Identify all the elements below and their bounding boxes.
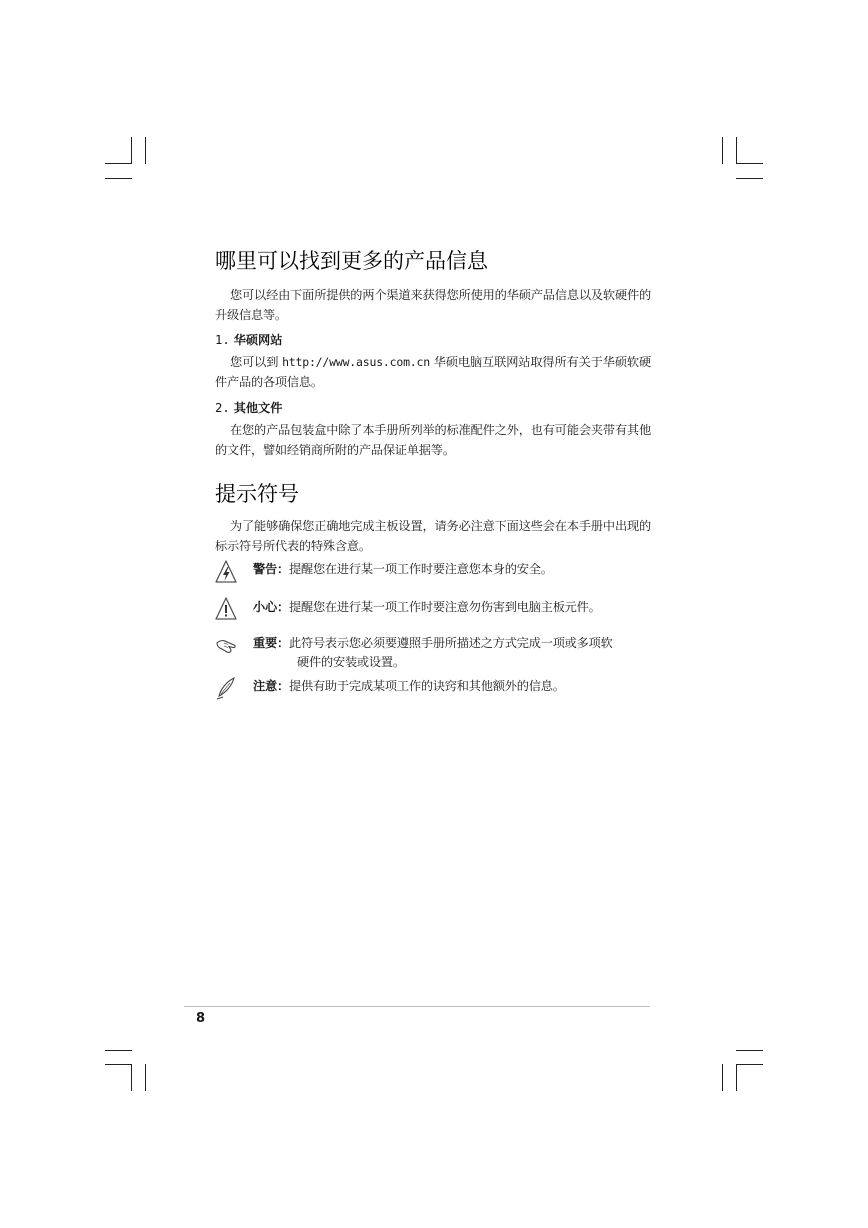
note-pen-icon: [215, 676, 237, 700]
note-text: 此符号表示您必须要遵照手册所描述之方式完成一项或多项软: [288, 636, 613, 650]
crop-mark: [131, 1064, 132, 1091]
item-number: 2.: [215, 401, 230, 415]
section-title-symbols: 提示符号: [215, 482, 299, 506]
note-label: 警告：: [253, 562, 289, 576]
item-text-asus-website: [215, 353, 651, 392]
website-link[interactable]: http://www.asus.com.cn: [282, 355, 430, 369]
item-title-asus-website: [215, 331, 282, 349]
caution-exclamation-icon: [215, 597, 237, 621]
crop-mark: [145, 137, 146, 164]
note-label: 小心：: [253, 600, 289, 614]
page-number: 8: [196, 1011, 206, 1026]
crop-mark: [105, 178, 132, 179]
crop-mark: [722, 137, 723, 164]
item-title-other-docs: [215, 399, 282, 417]
crop-mark: [105, 1064, 132, 1065]
item-number: 1.: [215, 333, 230, 347]
crop-mark: [736, 137, 737, 164]
crop-mark: [105, 1050, 132, 1051]
item-title: 华硕网站: [233, 333, 283, 347]
note-text: 提供有助于完成某项工作的诀窍和其他额外的信息。: [288, 679, 565, 693]
warning-lightning-icon: [215, 560, 237, 584]
important-hand-icon: [215, 634, 237, 658]
crop-mark: [145, 1064, 146, 1091]
note-text: 提醒您在进行某一项工作时要注意勿伤害到电脑主板元件。: [288, 600, 601, 614]
crop-mark: [722, 1064, 723, 1091]
section-intro: 您可以经由下面所提供的两个渠道来获得您所使用的华硕产品信息以及软硬件的升级信息等。: [215, 288, 651, 322]
note-text: 提醒您在进行某一项工作时要注意您本身的安全。: [288, 562, 553, 576]
crop-mark: [131, 137, 132, 164]
note-text-continued: 硬件的安装或设置。: [297, 655, 405, 669]
crop-mark: [736, 1050, 763, 1051]
item-title: 其他文件: [233, 401, 283, 415]
crop-mark: [736, 163, 763, 164]
note-label: 注意：: [253, 679, 289, 693]
crop-mark: [736, 1064, 763, 1065]
crop-mark: [105, 163, 132, 164]
item-text-other-docs: 在您的产品包装盒中除了本手册所列举的标准配件之外，也有可能会夹带有其他的文件，譬如经销商所附的产品保证单据等。: [215, 423, 651, 457]
section-intro: 为了能够确保您正确地完成主板设置，请务必注意下面这些会在本手册中出现的标示符号所代表的特殊含意。: [215, 519, 651, 553]
crop-mark: [736, 178, 763, 179]
section-title-more-info: 哪里可以找到更多的产品信息: [215, 249, 488, 273]
item-text: 华硕电脑互联网站取得所有关于华硕软硬件产品的各项信息。: [215, 355, 651, 389]
footer-divider: [184, 1006, 650, 1007]
item-text: 您可以到: [230, 355, 283, 369]
note-label: 重要：: [253, 636, 289, 650]
crop-mark: [736, 1064, 737, 1091]
